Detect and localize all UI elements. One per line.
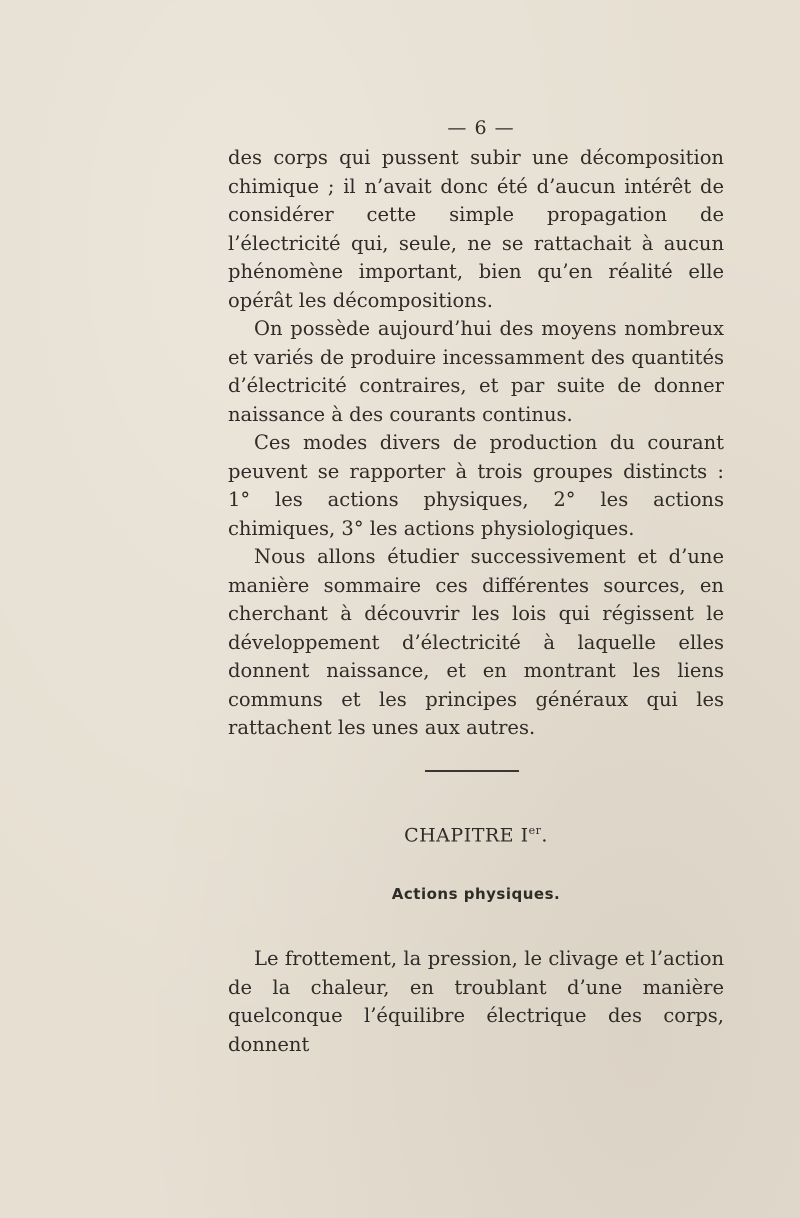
section-divider [425, 770, 519, 772]
paragraph-2: On possède aujourd’hui des moyens nombreux et variés de produire incessamment des quantités d’électricité contraires, et par suite de donner naissance à des courants continus. [228, 317, 724, 426]
paragraph-1: des corps qui pussent subir une décomposition chimique ; il n’avait donc été d’aucun intérêt de considérer cette simple propagation de l’électricité qui, seule, ne se rattachait à aucun phénomène important, bien qu’en réalité elle opérât les décompositions. [228, 146, 724, 312]
page-body [228, 112, 724, 743]
closing-text [228, 945, 724, 1059]
chapter-ordinal-suffix: er [528, 824, 542, 837]
chapter-period: . [541, 824, 548, 847]
paragraph-3: Ces modes divers de production du courant peuvent se rapporter à trois groupes distincts : 1° les actions physiques, 2° les actions chimiques, 3° les actions physiologiques. [228, 431, 724, 540]
paragraph-4: Nous allons étudier successivement et d’une manière sommaire ces différentes sources, en cherchant à découvrir les lois qui régissent le développement d’électricité à laquelle elles donnent naissance, et en montrant les liens communs et les principes généraux qui les rattachent les unes aux autres. [228, 545, 724, 739]
chapter-label: CHAPITRE I [404, 824, 529, 847]
chapter-heading [228, 824, 724, 846]
paragraph-5: Le frottement, la pression, le clivage et l’action de la chaleur, en troublant d’une manière quelconque l’équilibre électrique des corps, donnent [228, 947, 724, 1056]
page-number: — 6 — [447, 117, 515, 139]
section-title: Actions physiques. [391, 885, 561, 903]
